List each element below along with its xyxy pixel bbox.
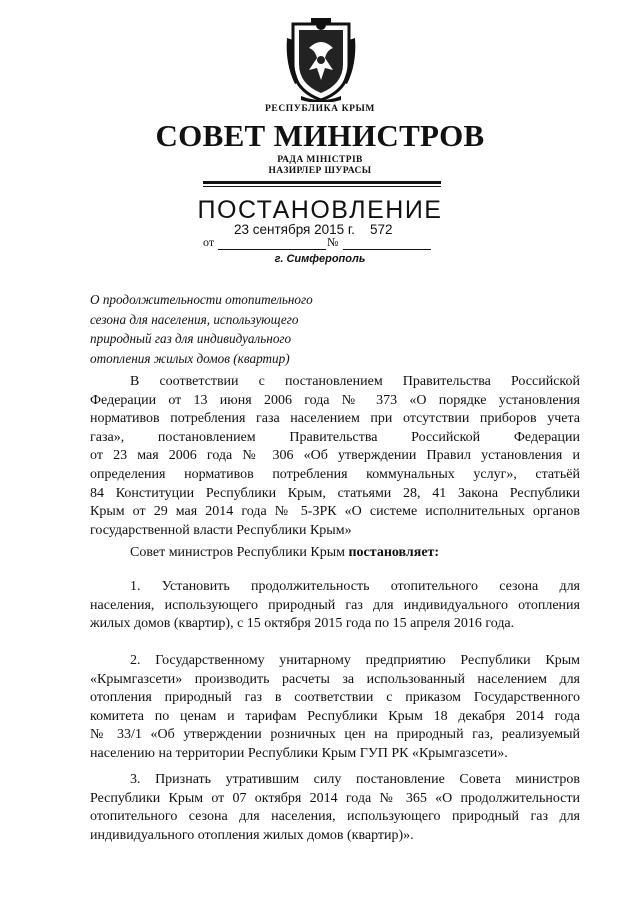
text-line: населения, использующего природный газ для индивидуального отопления — [90, 597, 580, 613]
republic-heading: РЕСПУБЛИКА КРЫМ — [265, 104, 375, 114]
item-1-paragraph — [90, 578, 580, 634]
decree-number: 572 — [370, 222, 393, 237]
text-line: 1. Установить продолжительность отопительного сезона для — [130, 579, 580, 594]
decree-subject — [90, 290, 370, 368]
council-title-ukrainian: РАДА МІНІСТРІВ — [277, 155, 363, 165]
subject-line: природный газ для индивидуального — [90, 331, 292, 346]
text-line: 3. Признать утратившим силу постановление Совета министров — [130, 772, 580, 787]
document-type-heading: ПОСТАНОВЛЕНИЕ — [197, 196, 443, 224]
header-rule-thin — [203, 186, 441, 187]
text-line: индивидуального отопления жилых домов (квартир)». — [90, 827, 414, 843]
text-line: отопления природный газ в соответствии с приказом Государственного — [90, 690, 580, 706]
text-line: жилых домов (квартир), с 15 октября 2015 года по 15 апреля 2016 года. — [90, 616, 515, 632]
text-line: газа», постановлением Правительства Российской Федерации — [90, 429, 580, 445]
council-title-crimean-tatar: НАЗИРЛЕР ШУРАСЫ — [268, 166, 372, 176]
text-line: нормативов потребления газа населением при отсутствии приборов учета — [90, 411, 580, 427]
text-line: Федерации от 13 июня 2006 года № 373 «О порядке установления — [90, 392, 580, 408]
resolves-paragraph — [90, 544, 580, 563]
header-rule-thick — [203, 181, 441, 184]
crimea-coat-of-arms-emblem — [285, 18, 357, 102]
date-underline — [218, 249, 326, 250]
number-label: № — [327, 235, 339, 249]
number-underline — [343, 249, 431, 250]
subject-line: отопления жилых домов (квартир) — [90, 350, 290, 366]
text-line: 84 Конституции Республики Крым, статьями 28, 41 Закона Республики — [90, 485, 580, 501]
item-2-paragraph — [90, 652, 580, 764]
text-line: В соответствии с постановлением Правительства Российской — [130, 374, 580, 389]
subject-line: сезона для населения, использующего — [90, 311, 299, 327]
preamble-paragraph — [90, 373, 580, 540]
text-line: населению на территории Республики Крым ГУП РК «Крымгазсети». — [90, 745, 508, 761]
text-line: от 23 мая 2006 года № 306 «Об утверждении Правил установления и — [90, 448, 580, 464]
text-line: Крым от 29 мая 2014 года № 5-ЗРК «О системе исполнительных органов — [90, 504, 580, 520]
item-3-paragraph — [90, 771, 580, 845]
subject-line: О продолжительности отопительного — [90, 292, 313, 307]
from-label: от — [203, 235, 215, 249]
text-line: № 33/1 «Об утверждении розничных цен на природный газ, реализуемый — [90, 727, 580, 743]
city-line: г. Симферополь — [274, 253, 366, 265]
text-line: «Крымгазсети» производить расчеты за использованный населением для — [90, 671, 580, 687]
resolves-text: Совет министров Республики Крым — [130, 545, 345, 560]
resolves-keyword: постановляет: — [348, 545, 440, 560]
text-line: определения нормативов потребления коммунальных услуг», статьёй — [90, 466, 580, 482]
text-line: государственной власти Республики Крым» — [90, 522, 352, 538]
text-line: отопительного сезона для населения, использующего природный газ для — [90, 809, 580, 825]
text-line: 2. Государственному унитарному предприятию Республики Крым — [130, 653, 580, 668]
council-title: СОВЕТ МИНИСТРОВ — [155, 118, 485, 153]
text-line: комитета по ценам и тарифам Республики Крым 18 декабря 2014 года — [90, 708, 580, 724]
text-line: Республики Крым от 07 октября 2014 года № 365 «О продолжительности — [90, 790, 580, 806]
decree-date: 23 сентября 2015 г. — [234, 222, 355, 237]
